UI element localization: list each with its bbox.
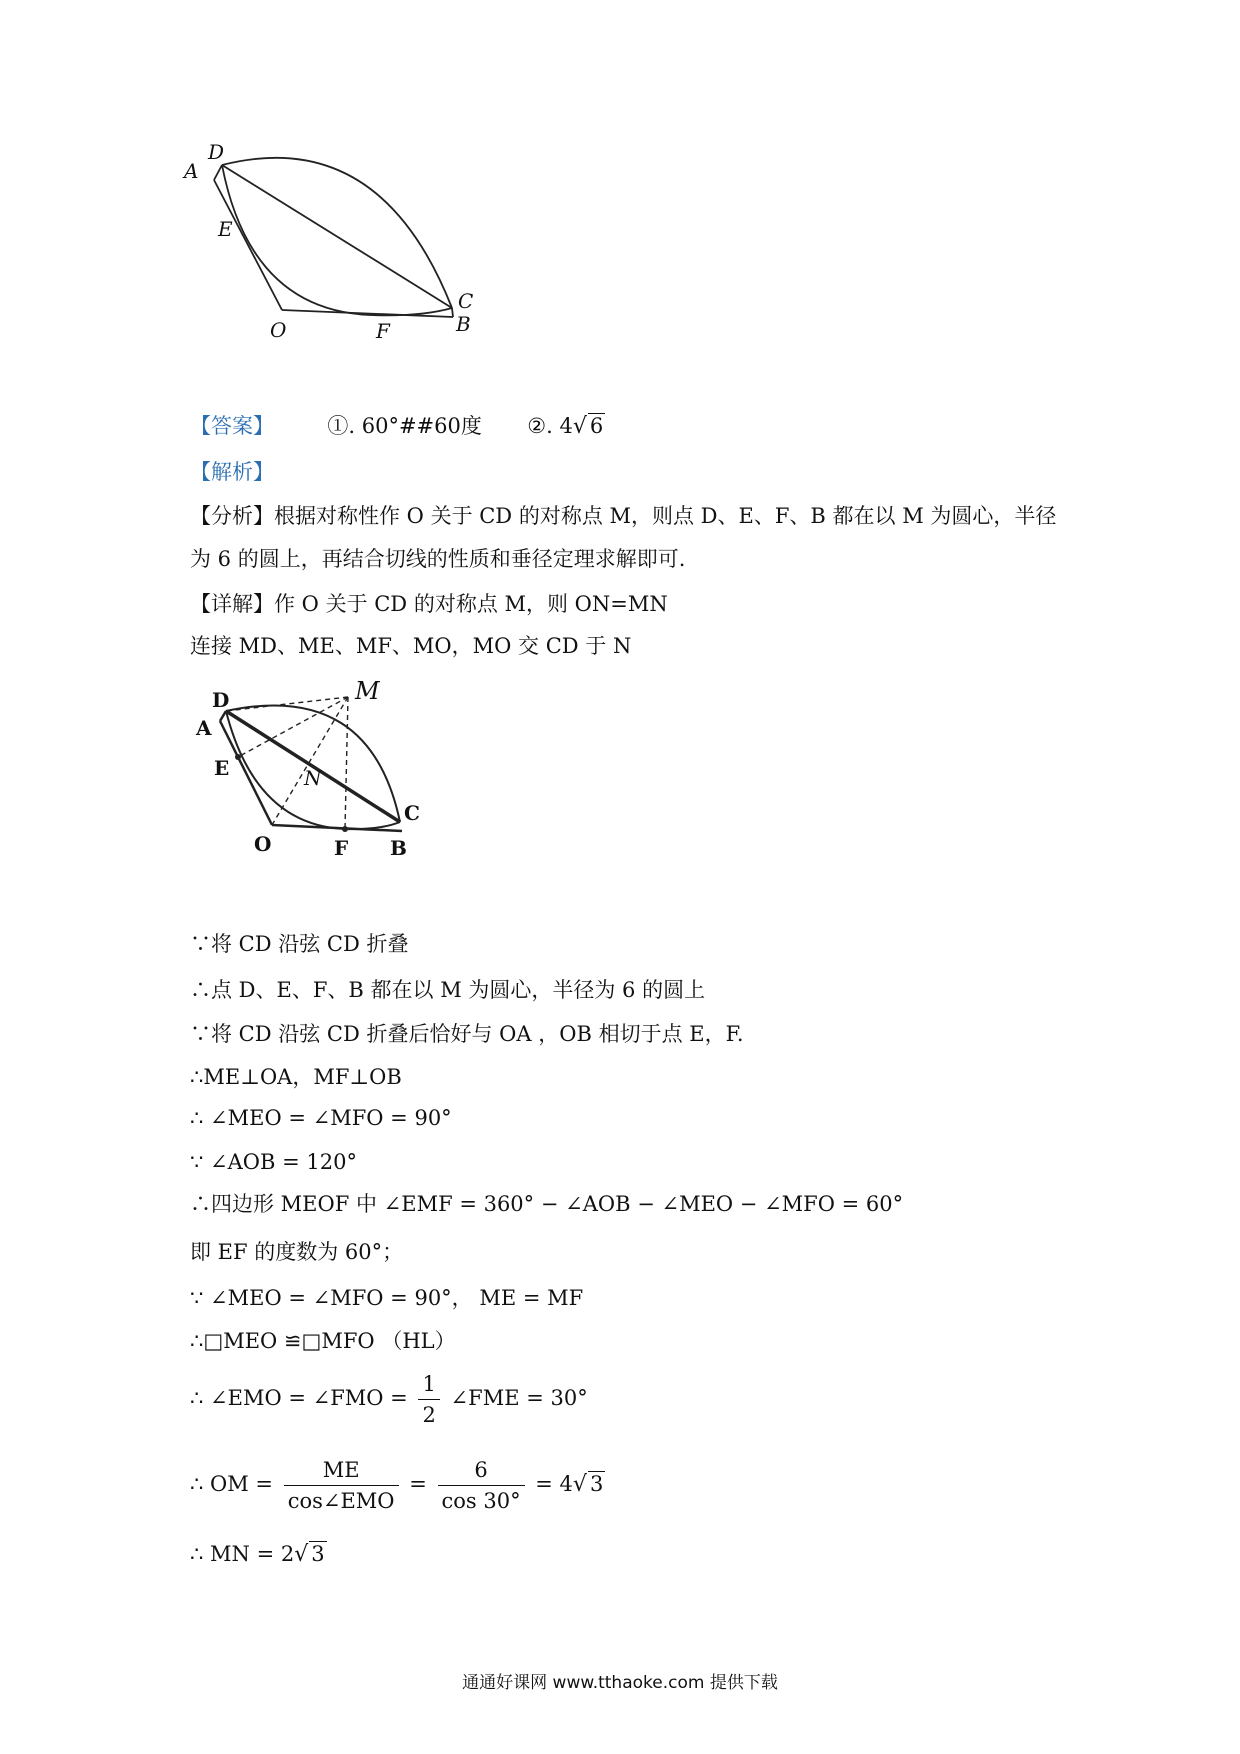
step-3: ∵将 CD 沿弦 CD 折叠后恰好与 OA ，OB 相切于点 E，F. xyxy=(190,1022,744,1046)
label-D: D xyxy=(208,140,225,164)
fraction-6-cos30-den: cos 30° xyxy=(441,1489,521,1513)
answer-tag: 【答案】 xyxy=(190,414,274,438)
line-MF xyxy=(345,697,348,829)
answer-part2-coef: 4 xyxy=(559,414,573,438)
label-B: B xyxy=(456,312,471,336)
label-O: O xyxy=(254,832,272,856)
fraction-half-num: 1 xyxy=(418,1369,439,1400)
label-F: F xyxy=(376,319,390,343)
point-F xyxy=(342,826,348,832)
step-13-left: ∴ MN = 2 xyxy=(190,1542,295,1566)
label-C: C xyxy=(458,289,474,313)
fraction-me-cos-den: cos∠EMO xyxy=(287,1489,395,1513)
answer-part1: 60°##60度 xyxy=(361,414,482,438)
step-13: ∴ MN = 2√ 3 xyxy=(190,1542,325,1567)
xiangjie-line: 【详解】作 O 关于 CD 的对称点 M，则 ON=MN xyxy=(190,592,668,616)
step-1: ∵将 CD 沿弦 CD 折叠 xyxy=(190,932,409,956)
step-7: ∴四边形 MEOF 中 ∠EMF = 360° − ∠AOB − ∠MEO − ∠MFO = 60° xyxy=(190,1192,904,1216)
line-AO xyxy=(214,180,282,310)
step-12-rad: 3 xyxy=(589,1472,604,1496)
label-D: D xyxy=(212,688,230,712)
step-8: 即 EF 的度数为 60°； xyxy=(190,1240,404,1264)
analysis-tag: 【解析】 xyxy=(190,460,274,484)
answer-part2-prefix: ②. xyxy=(527,414,560,438)
label-O: O xyxy=(270,318,287,342)
line-MD xyxy=(226,697,348,711)
step-11 xyxy=(190,1366,588,1430)
fraction-half xyxy=(418,1369,439,1430)
fenxi-line-1: 【分析】根据对称性作 O 关于 CD 的对称点 M，则点 D、E、F、B 都在以 M 为圆心，半径 xyxy=(190,504,1057,528)
arc-upper xyxy=(222,158,452,308)
label-F: F xyxy=(334,836,349,860)
fraction-6-cos30 xyxy=(438,1455,525,1516)
step-10: ∴□MEO ≌□MFO （HL） xyxy=(190,1329,456,1353)
fraction-me-cos xyxy=(284,1455,399,1516)
answer-part1-prefix: ①. xyxy=(327,414,362,438)
fraction-6-cos30-num: 6 xyxy=(438,1455,525,1486)
step-13-rad: 3 xyxy=(311,1542,325,1566)
point-E xyxy=(235,754,241,760)
line-CB xyxy=(452,308,453,317)
step-4: ∴ME⊥OA，MF⊥OB xyxy=(190,1065,402,1089)
label-A: A xyxy=(196,716,212,740)
step-9: ∵ ∠MEO = ∠MFO = 90°， ME = MF xyxy=(190,1286,584,1310)
step-12-eq: = xyxy=(409,1472,434,1496)
label-E: E xyxy=(218,217,233,241)
figure-1 xyxy=(184,140,550,380)
figure-2 xyxy=(196,677,480,900)
line-MO xyxy=(272,697,348,825)
step-12: ∴ OM = $\frac{ME}{\text{cos∠EMO}}$ = $\frac{6}{\cos 30^\circ}$ = 4√ 3 xyxy=(190,1452,605,1517)
step-5: ∴ ∠MEO = ∠MFO = 90° xyxy=(190,1106,452,1130)
answer-part2-rad: 6 xyxy=(589,414,604,438)
label-A: A xyxy=(184,159,199,183)
lianjie-line: 连接 MD、ME、MF、MO，MO 交 CD 于 N xyxy=(190,634,632,658)
label-E: E xyxy=(214,756,230,780)
label-C: C xyxy=(404,801,420,825)
step-12-left: ∴ OM = xyxy=(190,1472,280,1496)
step-11-right: ∠FME = 30° xyxy=(450,1386,588,1410)
fraction-me-cos-num: ME xyxy=(284,1455,399,1486)
line-AD xyxy=(214,165,222,180)
fraction-half-den: 2 xyxy=(422,1403,436,1427)
step-2: ∴点 D、E、F、B 都在以 M 为圆心，半径为 6 的圆上 xyxy=(190,978,706,1002)
footer-source: 通通好课网 www.tthaoke.com 提供下载 xyxy=(462,1673,778,1693)
label-N: N xyxy=(304,766,322,790)
label-M: M xyxy=(355,677,380,705)
step-11-left: ∴ ∠EMO = ∠FMO = xyxy=(190,1386,415,1410)
line-DC xyxy=(222,165,452,308)
fenxi-line-2: 为 6 的圆上，再结合切线的性质和垂径定理求解即可. xyxy=(190,547,686,571)
step-6: ∵ ∠AOB = 120° xyxy=(190,1150,357,1174)
label-B: B xyxy=(390,836,407,860)
step-12-right: = 4 xyxy=(535,1472,573,1496)
answer-line: 【答案】 ①. 60°##60度 ②. 4√ 6 xyxy=(190,414,604,439)
